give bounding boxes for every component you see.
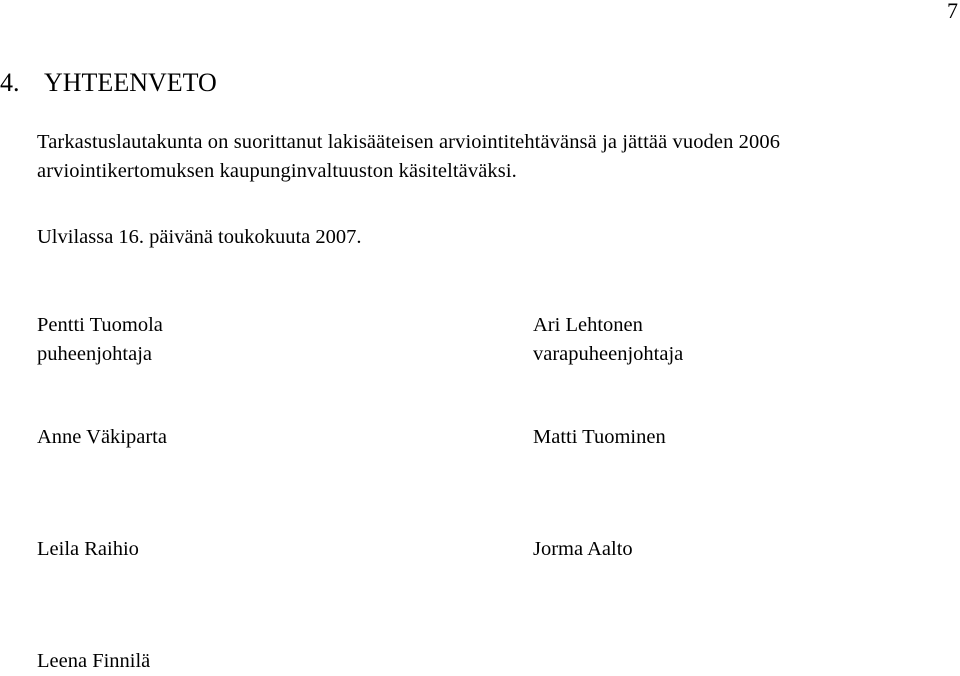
signatory-name: Jorma Aalto <box>533 538 633 560</box>
paragraph-line: arviointikertomuksen kaupunginvaltuuston käsiteltäväksi. <box>37 160 517 182</box>
signature-block <box>37 535 139 564</box>
signatory-name: Ari Lehtonen <box>533 314 643 336</box>
signatory-name: Pentti Tuomola <box>37 314 163 336</box>
signature-block-chair <box>37 311 163 369</box>
section-title: YHTEENVETO <box>44 68 217 97</box>
signatory-name: Matti Tuominen <box>533 426 666 448</box>
place-date: Ulvilassa 16. päivänä toukokuuta 2007. <box>37 226 362 248</box>
signatory-name: Leena Finnilä <box>37 650 151 672</box>
signatory-title: puheenjohtaja <box>37 343 152 365</box>
signature-block <box>37 423 167 452</box>
signatory-title: varapuheenjohtaja <box>533 343 684 365</box>
signature-block <box>533 423 666 452</box>
signatory-name: Anne Väkiparta <box>37 426 167 448</box>
summary-paragraph <box>37 128 937 186</box>
signature-block <box>533 535 633 564</box>
section-number: 4. <box>0 68 20 97</box>
signatory-name: Leila Raihio <box>37 538 139 560</box>
paragraph-line: Tarkastuslautakunta on suorittanut lakisääteisen arviointitehtävänsä ja jättää vuoden 2006 <box>37 131 781 153</box>
page-number: 7 <box>947 0 958 23</box>
signature-block-vice-chair <box>533 311 683 369</box>
signature-block <box>37 647 150 676</box>
section-heading <box>0 68 217 98</box>
